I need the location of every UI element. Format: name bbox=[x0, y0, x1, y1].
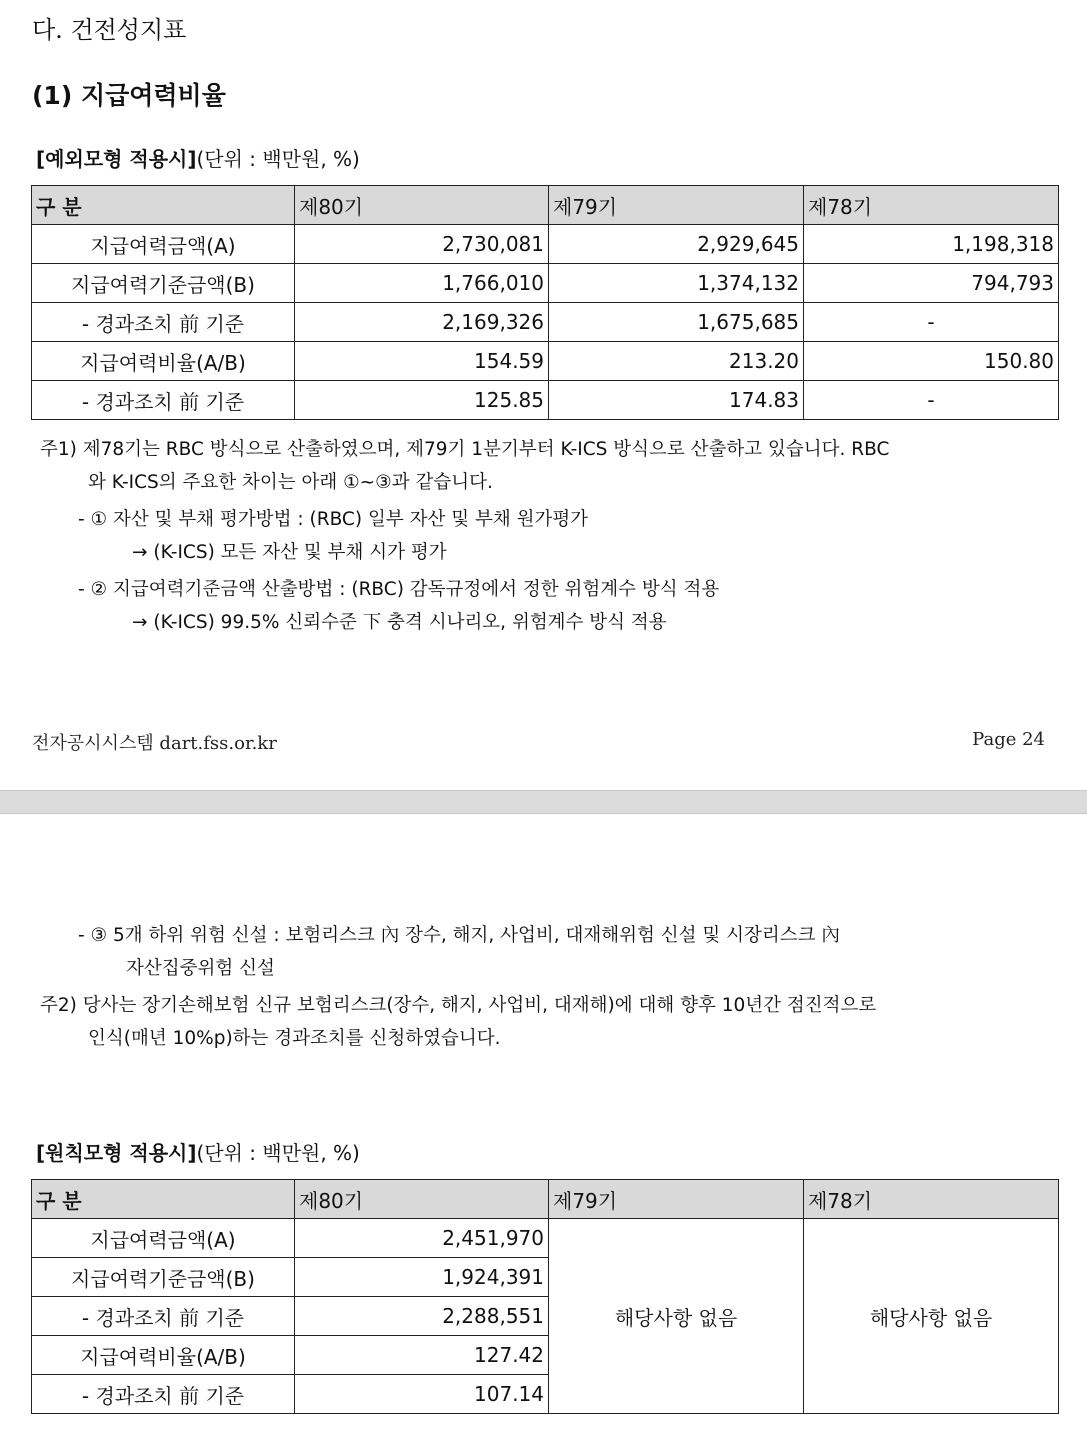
table-row bbox=[32, 342, 1059, 381]
header-period-80: 제80기 bbox=[295, 1180, 549, 1219]
cell-value: 1,924,391 bbox=[295, 1258, 549, 1297]
cell-value: 1,374,132 bbox=[549, 264, 804, 303]
header-period-80: 제80기 bbox=[295, 186, 549, 225]
cell-value: 213.20 bbox=[549, 342, 804, 381]
sub-title: (1) 지급여력비율 bbox=[32, 81, 226, 110]
cell-value: 150.80 bbox=[804, 342, 1059, 381]
table2-caption-bold: [원칙모형 적용시] bbox=[36, 1141, 197, 1165]
solvency-table-exception-model bbox=[31, 185, 1059, 420]
note-1-item-1: - ① 자산 및 부채 평가방법 : (RBC) 일부 자산 및 부채 원가평가 bbox=[78, 509, 589, 530]
cell-value: 794,793 bbox=[804, 264, 1059, 303]
cell-value: 1,675,685 bbox=[549, 303, 804, 342]
footer-page-number: Page 24 bbox=[972, 729, 1045, 750]
not-applicable-79: 해당사항 없음 bbox=[549, 1219, 804, 1414]
cell-value: 1,766,010 bbox=[295, 264, 549, 303]
table-row bbox=[32, 381, 1059, 420]
row-label: 지급여력금액(A) bbox=[32, 1219, 295, 1258]
cell-value: 2,929,645 bbox=[549, 225, 804, 264]
cell-value: 107.14 bbox=[295, 1375, 549, 1414]
header-period-78: 제78기 bbox=[804, 186, 1059, 225]
cell-value: 154.59 bbox=[295, 342, 549, 381]
table-header-row bbox=[32, 1180, 1059, 1219]
table1-caption-unit: (단위 : 백만원, %) bbox=[196, 147, 360, 171]
note-1-item-1-detail: → (K-ICS) 모든 자산 및 부채 시가 평가 bbox=[132, 542, 447, 563]
table-header-row bbox=[32, 186, 1059, 225]
solvency-table-principle-model bbox=[31, 1179, 1059, 1414]
table-row bbox=[32, 225, 1059, 264]
cell-value: 174.83 bbox=[549, 381, 804, 420]
header-period-78: 제78기 bbox=[804, 1180, 1059, 1219]
table-row bbox=[32, 303, 1059, 342]
table-row bbox=[32, 264, 1059, 303]
section-title: 다. 건전성지표 bbox=[32, 16, 187, 44]
cell-value: - bbox=[804, 303, 1059, 342]
note-2-line-2: 인식(매년 10%p)하는 경과조치를 신청하였습니다. bbox=[88, 1028, 501, 1049]
row-label: 지급여력기준금액(B) bbox=[32, 1258, 295, 1297]
row-label: - 경과조치 前 기준 bbox=[32, 303, 295, 342]
cell-value: 127.42 bbox=[295, 1336, 549, 1375]
header-category: 구 분 bbox=[32, 186, 295, 225]
table1-caption-bold: [예외모형 적용시] bbox=[36, 147, 197, 171]
table2-caption bbox=[36, 1137, 360, 1166]
header-period-79: 제79기 bbox=[549, 186, 804, 225]
table-row bbox=[32, 1219, 1059, 1258]
row-label: 지급여력비율(A/B) bbox=[32, 342, 295, 381]
note-1-item-2: - ② 지급여력기준금액 산출방법 : (RBC) 감독규정에서 정한 위험계수 방식 적용 bbox=[78, 579, 720, 600]
cell-value: - bbox=[804, 381, 1059, 420]
header-category: 구 분 bbox=[32, 1180, 295, 1219]
note-1-item-3-detail: 자산집중위험 신설 bbox=[126, 958, 275, 979]
cell-value: 2,730,081 bbox=[295, 225, 549, 264]
page-separator bbox=[0, 790, 1087, 814]
cell-value: 2,169,326 bbox=[295, 303, 549, 342]
cell-value: 2,288,551 bbox=[295, 1297, 549, 1336]
header-period-79: 제79기 bbox=[549, 1180, 804, 1219]
note-1-line-1: 주1) 제78기는 RBC 방식으로 산출하였으며, 제79기 1분기부터 K-ICS 방식으로 산출하고 있습니다. RBC bbox=[40, 439, 890, 460]
row-label: - 경과조치 前 기준 bbox=[32, 1297, 295, 1336]
row-label: - 경과조치 前 기준 bbox=[32, 1375, 295, 1414]
cell-value: 2,451,970 bbox=[295, 1219, 549, 1258]
row-label: 지급여력금액(A) bbox=[32, 225, 295, 264]
cell-value: 1,198,318 bbox=[804, 225, 1059, 264]
note-1-line-2: 와 K-ICS의 주요한 차이는 아래 ①~③과 같습니다. bbox=[88, 472, 493, 493]
note-1-item-3: - ③ 5개 하위 위험 신설 : 보험리스크 內 장수, 해지, 사업비, 대재해위험 신설 및 시장리스크 內 bbox=[78, 925, 840, 946]
table1-caption bbox=[36, 143, 360, 172]
row-label: 지급여력비율(A/B) bbox=[32, 1336, 295, 1375]
table2-caption-unit: (단위 : 백만원, %) bbox=[196, 1141, 360, 1165]
not-applicable-78: 해당사항 없음 bbox=[804, 1219, 1059, 1414]
note-1-item-2-detail: → (K-ICS) 99.5% 신뢰수준 下 충격 시나리오, 위험계수 방식 적용 bbox=[132, 612, 667, 633]
note-2-line-1: 주2) 당사는 장기손해보험 신규 보험리스크(장수, 해지, 사업비, 대재해)에 대해 향후 10년간 점진적으로 bbox=[40, 995, 877, 1016]
cell-value: 125.85 bbox=[295, 381, 549, 420]
footer-system-name: 전자공시시스템 dart.fss.or.kr bbox=[32, 733, 277, 754]
row-label: 지급여력기준금액(B) bbox=[32, 264, 295, 303]
row-label: - 경과조치 前 기준 bbox=[32, 381, 295, 420]
